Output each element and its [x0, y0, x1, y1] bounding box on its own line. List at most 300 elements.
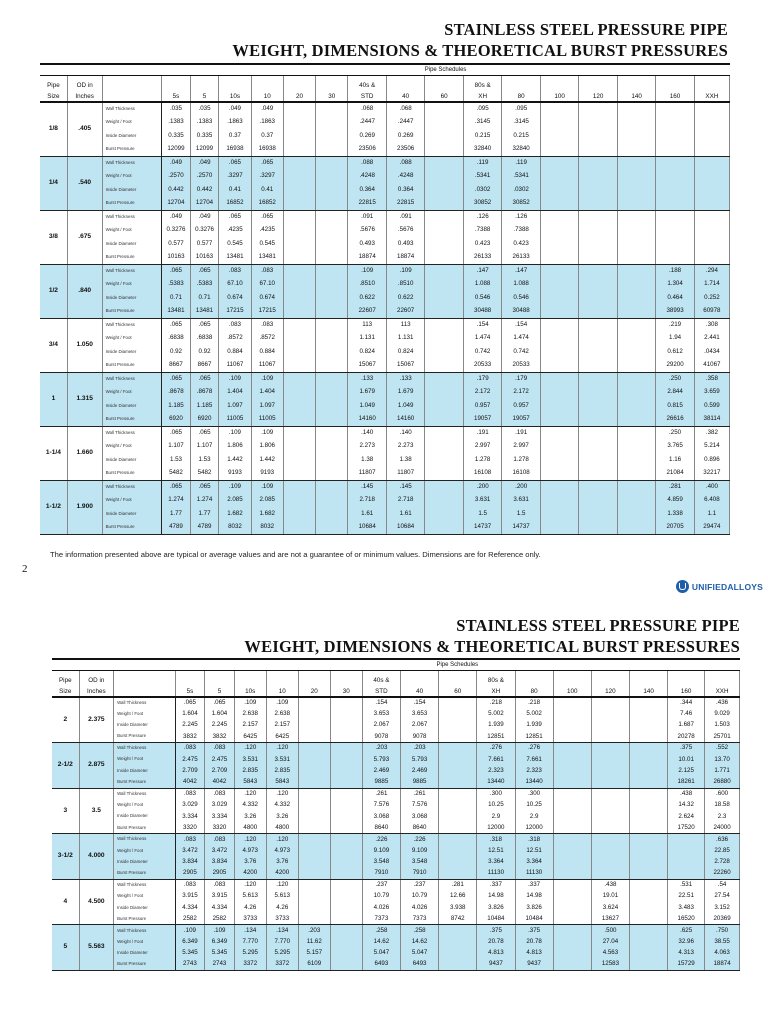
value-cell [330, 754, 362, 765]
value-cell: 25701 [705, 731, 740, 742]
value-cell: 4.26 [234, 902, 266, 913]
value-cell [630, 891, 668, 902]
value-cell [425, 318, 463, 332]
value-cell [540, 332, 578, 346]
value-cell [553, 834, 591, 845]
value-cell [591, 811, 629, 822]
value-cell: 12704 [190, 197, 219, 211]
value-cell: 0.545 [219, 237, 251, 251]
value-cell: 3320 [205, 822, 235, 833]
value-cell [617, 413, 655, 427]
value-cell: 6425 [234, 731, 266, 742]
value-cell: .226 [400, 834, 438, 845]
value-cell: 14160 [348, 413, 386, 427]
value-cell: .065 [162, 264, 191, 278]
value-cell [656, 143, 694, 157]
value-cell [283, 183, 315, 197]
value-cell: 10.25 [515, 800, 553, 811]
value-cell: .258 [400, 925, 438, 936]
value-cell: 5.793 [400, 754, 438, 765]
value-cell: 4.859 [656, 494, 694, 508]
value-cell: 9885 [362, 777, 400, 788]
value-cell: 4.563 [591, 948, 629, 959]
value-cell [694, 170, 729, 184]
value-cell [439, 708, 477, 719]
value-cell: 32840 [502, 143, 540, 157]
property-label: Wall Thickness [102, 264, 162, 278]
value-cell: .083 [219, 264, 251, 278]
value-cell: 5.793 [362, 754, 400, 765]
value-cell: 14737 [463, 521, 501, 535]
value-cell: 1.049 [348, 399, 386, 413]
value-cell: 2.709 [205, 765, 235, 776]
value-cell: .203 [298, 925, 330, 936]
value-cell: 15067 [348, 359, 386, 373]
value-cell: .237 [362, 879, 400, 890]
value-cell [540, 386, 578, 400]
property-label: Inside Diameter [102, 183, 162, 197]
value-cell: 9.029 [705, 708, 740, 719]
value-cell: 1.38 [386, 453, 424, 467]
value-cell: 3.472 [205, 845, 235, 856]
value-cell: 3.483 [668, 902, 705, 913]
value-cell: 26616 [656, 413, 694, 427]
value-cell [283, 224, 315, 238]
value-cell: 12099 [190, 143, 219, 157]
value-cell: 32840 [463, 143, 501, 157]
schedule-header-11: 80 [502, 89, 540, 102]
table-row [40, 129, 730, 143]
value-cell [298, 879, 330, 890]
value-cell [283, 197, 315, 211]
value-cell: .109 [219, 426, 251, 440]
value-cell: .8678 [162, 386, 191, 400]
value-cell [656, 129, 694, 143]
value-cell [316, 386, 348, 400]
value-cell: .375 [668, 743, 705, 754]
property-label: Wall Thickness [114, 879, 176, 890]
value-cell: 0.269 [386, 129, 424, 143]
value-cell [330, 777, 362, 788]
value-cell: 4200 [234, 868, 266, 879]
value-cell [617, 426, 655, 440]
value-cell: .154 [362, 697, 400, 708]
value-cell [553, 948, 591, 959]
value-cell: 38993 [656, 305, 694, 319]
value-cell [283, 359, 315, 373]
table-row [52, 788, 740, 799]
value-cell: 11067 [251, 359, 283, 373]
table-row [52, 720, 740, 731]
value-cell: .237 [400, 879, 438, 890]
value-cell: 8667 [162, 359, 191, 373]
value-cell: 3.76 [266, 856, 298, 867]
value-cell: .049 [190, 156, 219, 170]
table-row [40, 143, 730, 157]
value-cell: 2.323 [477, 765, 515, 776]
value-cell: 10163 [162, 251, 191, 265]
value-cell: 0.71 [162, 291, 191, 305]
value-cell [425, 278, 463, 292]
value-cell: .035 [162, 102, 191, 116]
value-cell: 1.338 [656, 507, 694, 521]
value-cell [283, 399, 315, 413]
value-cell: .337 [515, 879, 553, 890]
value-cell: 3832 [175, 731, 205, 742]
od-cell: 4.000 [79, 834, 113, 880]
value-cell [617, 129, 655, 143]
value-cell: 3.531 [266, 754, 298, 765]
value-cell: 2.245 [205, 720, 235, 731]
value-cell: 4042 [205, 777, 235, 788]
schedule-header-top [234, 671, 266, 685]
value-cell: 1.77 [190, 507, 219, 521]
value-cell: 10.25 [477, 800, 515, 811]
value-cell [283, 291, 315, 305]
value-cell: 3832 [205, 731, 235, 742]
table-row [40, 197, 730, 211]
value-cell [617, 183, 655, 197]
property-label: Wall Thickness [102, 156, 162, 170]
value-cell: 2.323 [515, 765, 553, 776]
value-cell [330, 811, 362, 822]
value-cell: 1.404 [219, 386, 251, 400]
value-cell: 0.442 [162, 183, 191, 197]
schedule-header-top [298, 671, 330, 685]
value-cell: 3372 [266, 959, 298, 970]
value-cell [668, 845, 705, 856]
value-cell [579, 453, 617, 467]
schedule-header-6: 30 [316, 89, 348, 102]
value-cell: 20533 [463, 359, 501, 373]
value-cell: 4.063 [705, 948, 740, 959]
property-label: Wall Thickness [114, 697, 176, 708]
pipe-size-header: Size [52, 684, 79, 697]
value-cell [656, 224, 694, 238]
value-cell: 3.76 [234, 856, 266, 867]
value-cell: 18874 [705, 959, 740, 970]
property-label: Burst Pressure [102, 305, 162, 319]
value-cell [579, 170, 617, 184]
value-cell: 22260 [705, 868, 740, 879]
page-title [232, 19, 728, 61]
value-cell [553, 811, 591, 822]
value-cell [630, 743, 668, 754]
schedule-header-5: 20 [298, 684, 330, 697]
value-cell: 3.531 [234, 754, 266, 765]
value-cell: .147 [463, 264, 501, 278]
property-label: Inside Diameter [114, 856, 176, 867]
value-cell: 10484 [515, 913, 553, 924]
page-title-2 [244, 615, 740, 657]
value-cell [330, 743, 362, 754]
value-cell: .154 [502, 318, 540, 332]
table-row [40, 291, 730, 305]
value-cell [694, 143, 729, 157]
value-cell [425, 521, 463, 535]
value-cell: 2.835 [234, 765, 266, 776]
property-header [114, 684, 176, 697]
value-cell: 1.1 [694, 507, 729, 521]
value-cell: 5.295 [266, 948, 298, 959]
value-cell: 3733 [266, 913, 298, 924]
value-cell: .120 [266, 879, 298, 890]
value-cell [617, 116, 655, 130]
value-cell: .083 [205, 879, 235, 890]
schedule-header-row-2 [40, 89, 730, 102]
value-cell: .083 [251, 318, 283, 332]
property-label: Weight / Foot [114, 936, 176, 947]
value-cell: 67.10 [219, 278, 251, 292]
value-cell: 2.085 [219, 494, 251, 508]
value-cell: 1.278 [502, 453, 540, 467]
value-cell [330, 902, 362, 913]
value-cell [617, 264, 655, 278]
value-cell: 13481 [219, 251, 251, 265]
value-cell: .191 [463, 426, 501, 440]
value-cell: .531 [668, 879, 705, 890]
value-cell: 20.78 [515, 936, 553, 947]
value-cell [591, 743, 629, 754]
schedule-header-top: 80s & [477, 671, 515, 685]
value-cell [316, 467, 348, 481]
value-cell [694, 197, 729, 211]
value-cell: .179 [463, 372, 501, 386]
value-cell: 2.157 [234, 720, 266, 731]
value-cell: .0434 [694, 345, 729, 359]
value-cell [330, 868, 362, 879]
value-cell [656, 156, 694, 170]
header-spacer [52, 659, 175, 671]
value-cell: .126 [502, 210, 540, 224]
table-row [52, 879, 740, 890]
value-cell: 18874 [348, 251, 386, 265]
value-cell: 1.474 [502, 332, 540, 346]
value-cell [330, 822, 362, 833]
value-cell: 3.631 [463, 494, 501, 508]
property-label: Inside Diameter [102, 453, 162, 467]
value-cell [316, 494, 348, 508]
value-cell: 0.577 [190, 237, 219, 251]
value-cell: 2.085 [251, 494, 283, 508]
page-2 [0, 600, 768, 1024]
value-cell [617, 156, 655, 170]
value-cell: 4.332 [234, 800, 266, 811]
value-cell [579, 291, 617, 305]
value-cell: 12.51 [515, 845, 553, 856]
value-cell: 1.097 [219, 399, 251, 413]
value-cell [540, 210, 578, 224]
value-cell [591, 777, 629, 788]
value-cell: 5482 [162, 467, 191, 481]
value-cell: 12000 [515, 822, 553, 833]
value-cell [540, 399, 578, 413]
value-cell [425, 413, 463, 427]
value-cell: 7910 [362, 868, 400, 879]
value-cell [617, 237, 655, 251]
value-cell: 4800 [266, 822, 298, 833]
value-cell: 8742 [439, 913, 477, 924]
value-cell [283, 521, 315, 535]
value-cell: .5383 [190, 278, 219, 292]
value-cell: 1.939 [477, 720, 515, 731]
value-cell: .049 [251, 102, 283, 116]
table-row [40, 251, 730, 265]
schedule-header-top [694, 76, 729, 90]
value-cell: 38.55 [705, 936, 740, 947]
value-cell [316, 453, 348, 467]
title-line-1-page-2: STAINLESS STEEL PRESSURE PIPE [456, 616, 740, 635]
value-cell: 4.026 [362, 902, 400, 913]
schedule-header-row-2 [52, 684, 740, 697]
value-cell: 1.274 [190, 494, 219, 508]
value-cell [694, 156, 729, 170]
value-cell: .109 [251, 480, 283, 494]
value-cell [617, 332, 655, 346]
value-cell: 2.475 [175, 754, 205, 765]
value-cell: .438 [591, 879, 629, 890]
value-cell: 20533 [502, 359, 540, 373]
value-cell [579, 318, 617, 332]
value-cell: 5482 [190, 467, 219, 481]
property-label: Inside Diameter [102, 237, 162, 251]
value-cell: .083 [219, 318, 251, 332]
value-cell: 6.349 [175, 936, 205, 947]
value-cell [283, 372, 315, 386]
value-cell: .8572 [219, 332, 251, 346]
table-row [52, 754, 740, 765]
value-cell: 32217 [694, 467, 729, 481]
value-cell: .120 [266, 743, 298, 754]
value-cell: .318 [515, 834, 553, 845]
value-cell: 16108 [463, 467, 501, 481]
value-cell: 0.896 [694, 453, 729, 467]
value-cell: 27.54 [705, 891, 740, 902]
value-cell: 29200 [656, 359, 694, 373]
value-cell: 1.097 [251, 399, 283, 413]
value-cell [617, 507, 655, 521]
value-cell [330, 720, 362, 731]
value-cell [540, 197, 578, 211]
table-row [40, 386, 730, 400]
value-cell: 5.345 [205, 948, 235, 959]
property-label: Burst Pressure [114, 731, 176, 742]
value-cell: 2.718 [348, 494, 386, 508]
schedule-header-top [251, 76, 283, 90]
value-cell: .109 [234, 697, 266, 708]
value-cell: 6920 [190, 413, 219, 427]
table-row [40, 156, 730, 170]
value-cell [591, 868, 629, 879]
schedule-header-14: 140 [617, 89, 655, 102]
value-cell: .133 [348, 372, 386, 386]
value-cell [579, 372, 617, 386]
value-cell [439, 811, 477, 822]
value-cell: 22607 [386, 305, 424, 319]
value-cell: .1863 [219, 116, 251, 130]
value-cell [617, 210, 655, 224]
value-cell [630, 856, 668, 867]
pipe-size-cell: 3 [52, 788, 79, 834]
schedule-header-top [579, 76, 617, 90]
table-row [40, 467, 730, 481]
value-cell [439, 743, 477, 754]
value-cell: 17215 [251, 305, 283, 319]
value-cell [439, 834, 477, 845]
value-cell: .219 [656, 318, 694, 332]
value-cell: 16108 [502, 467, 540, 481]
value-cell: 3.068 [400, 811, 438, 822]
value-cell: .083 [251, 264, 283, 278]
table-row [52, 902, 740, 913]
value-cell: 1.474 [463, 332, 501, 346]
value-cell: 30488 [502, 305, 540, 319]
value-cell: 113 [386, 318, 424, 332]
value-cell [540, 440, 578, 454]
property-label: Wall Thickness [102, 372, 162, 386]
value-cell: 1.771 [705, 765, 740, 776]
value-cell: 9193 [219, 467, 251, 481]
value-cell: .120 [234, 743, 266, 754]
value-cell: 6920 [162, 413, 191, 427]
value-cell: .375 [477, 925, 515, 936]
value-cell [283, 170, 315, 184]
schedule-header-15: 160 [668, 684, 705, 697]
value-cell: .179 [502, 372, 540, 386]
od-cell: 1.315 [67, 372, 102, 426]
value-cell: 6493 [400, 959, 438, 970]
schedule-header-14: 140 [630, 684, 668, 697]
value-cell: .088 [386, 156, 424, 170]
value-cell: 3.631 [502, 494, 540, 508]
value-cell [553, 754, 591, 765]
value-cell [540, 507, 578, 521]
property-label: Wall Thickness [102, 318, 162, 332]
title-line-2: WEIGHT, DIMENSIONS & THEORETICAL BURST PRESSURES [232, 41, 728, 60]
value-cell [540, 291, 578, 305]
property-label: Weight / Foot [102, 494, 162, 508]
property-label: Wall Thickness [102, 102, 162, 116]
schedule-header-top [386, 76, 424, 90]
pipe-size-cell: 2 [52, 697, 79, 743]
schedule-header-top [439, 671, 477, 685]
pipe-size-header: Pipe [52, 671, 79, 685]
value-cell: 15729 [668, 959, 705, 970]
value-cell: 1.442 [219, 453, 251, 467]
property-label: Wall Thickness [102, 480, 162, 494]
value-cell: .083 [175, 834, 205, 845]
value-cell [330, 959, 362, 970]
value-cell [316, 264, 348, 278]
value-cell: .7388 [502, 224, 540, 238]
value-cell [298, 743, 330, 754]
value-cell: 32.96 [668, 936, 705, 947]
value-cell: .154 [463, 318, 501, 332]
value-cell: 1.61 [348, 507, 386, 521]
value-cell: 12583 [591, 959, 629, 970]
value-cell [283, 467, 315, 481]
value-cell: 3.834 [175, 856, 205, 867]
brand-logo [676, 580, 763, 593]
od-cell: 2.375 [79, 697, 113, 743]
value-cell [330, 948, 362, 959]
schedule-header-12: 100 [553, 684, 591, 697]
value-cell: .2570 [162, 170, 191, 184]
property-label: Burst Pressure [102, 467, 162, 481]
pressure-pipe-table-2 [52, 658, 740, 971]
value-cell: .109 [219, 372, 251, 386]
value-cell [439, 959, 477, 970]
